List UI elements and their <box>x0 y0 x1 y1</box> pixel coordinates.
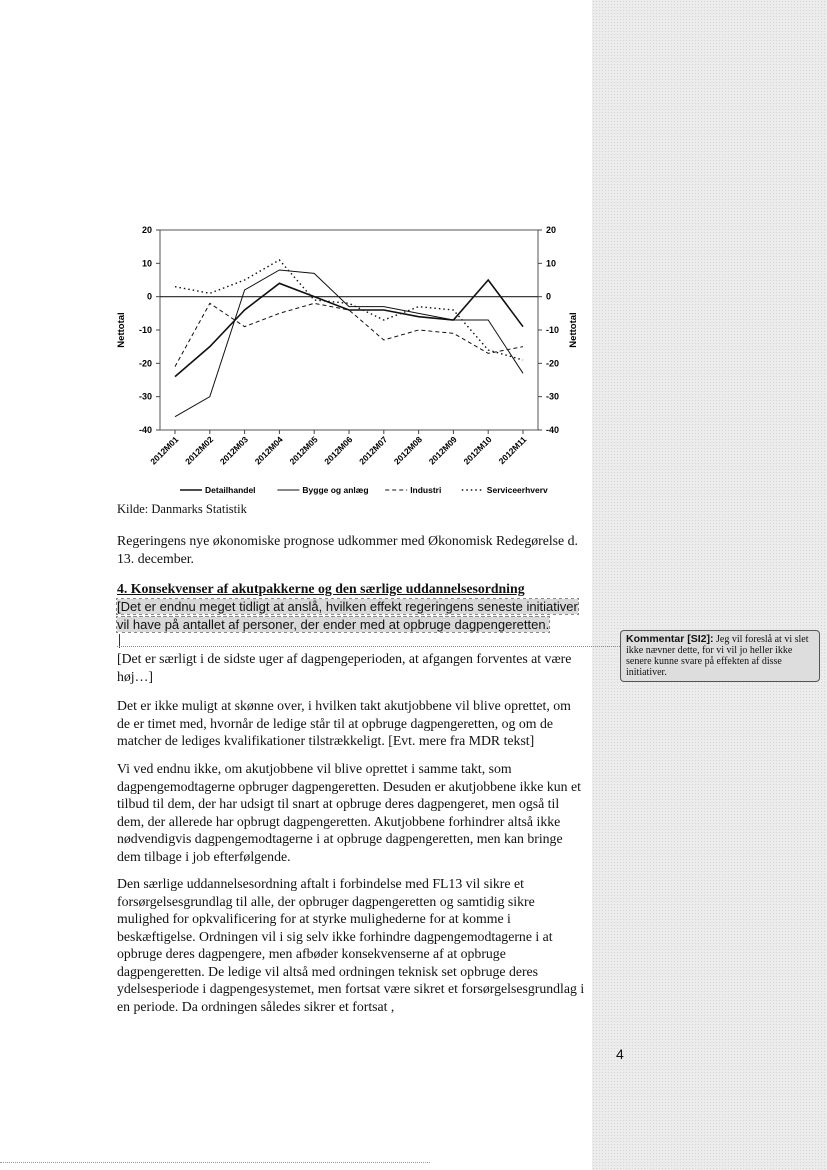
x-tick-label: 2012M06 <box>322 434 355 467</box>
y-axis-label-right: Nettotal <box>568 312 579 348</box>
legend-label: Bygge og anlæg <box>302 485 369 495</box>
bottom-rule <box>0 1162 430 1163</box>
paragraph-samme-takt: Vi ved endnu ikke, om akutjobbene vil blive oprettet i samme takt, som dagpengemodtagerne opbruger dagpengeretten. Desuden er akutjobbene ikke kun et tilbud til dem, der har udsigt til snart at opbruge deres dagpengeret, men også til dem, der allerede har opbrugt dagpengeretten. Akutjobbene forhindrer altså ikke nødvendigvis dagpengemodtagerne i at opbruge dagpengeretten, men kan bringe dem tilbage i job efterfølgende. <box>117 761 581 864</box>
series-line <box>175 280 523 377</box>
x-tick-label: 2012M10 <box>461 434 494 467</box>
x-tick-label: 2012M02 <box>183 434 216 467</box>
x-tick-label: 2012M08 <box>391 434 425 467</box>
x-tick-label: 2012M05 <box>287 434 320 467</box>
y-tick-label-left: 10 <box>141 258 152 269</box>
y-tick-label-left: -40 <box>138 425 152 435</box>
x-tick-label: 2012M01 <box>148 434 181 467</box>
y-tick-label-right: -10 <box>546 325 560 335</box>
y-tick-label-right: -40 <box>546 425 560 435</box>
line-chart <box>110 210 580 505</box>
y-tick-label-left: -20 <box>138 358 152 369</box>
y-tick-label-right: 0 <box>546 291 552 302</box>
y-axis-label-left: Nettotal <box>116 312 127 348</box>
comment-title: Kommentar [SI2]: <box>626 633 714 645</box>
x-tick-label: 2012M03 <box>217 434 251 467</box>
legend-label: Detailhandel <box>205 485 256 495</box>
y-tick-label-left: -10 <box>138 325 152 335</box>
chart-canvas <box>110 210 580 505</box>
x-tick-label: 2012M11 <box>496 434 529 467</box>
comment-margin <box>592 0 827 1170</box>
section-heading: 4. Konsekvenser af akutpakkerne og den særlige uddannelsesordning <box>117 581 525 596</box>
comment-balloon[interactable] <box>620 630 820 682</box>
y-tick-label-right: 10 <box>546 258 557 269</box>
y-tick-label-left: 0 <box>146 291 152 302</box>
y-tick-label-right: -30 <box>546 391 560 402</box>
y-tick-label-right: 20 <box>546 225 557 235</box>
y-tick-label-left: -30 <box>138 391 152 402</box>
legend-label: Serviceerhverv <box>486 485 548 495</box>
y-tick-label-left: 20 <box>141 225 152 235</box>
paragraph-prognose: Regeringens nye økonomiske prognose udkommer med Økonomisk Redegørelse d. 13. december. <box>117 533 578 566</box>
highlighted-passage[interactable] <box>117 598 587 633</box>
x-tick-label: 2012M09 <box>426 434 459 467</box>
comment-connector <box>117 646 622 647</box>
chart-source: Kilde: Danmarks Statistik <box>117 502 247 516</box>
y-tick-label-right: -20 <box>546 358 560 369</box>
paragraph-uddannelse: Den særlige uddannelsesordning aftalt i forbindelse med FL13 vil sikre et forsørgelsesgrundlag til alle, der opbruger dagpengeretten og samtidig sikre mulighed for opkvalificering for at styrke mulighederne for at komme i beskæftigelse. Ordningen vil i sig selv ikke forhindre dagpengemodtagerne i at opbruge deres dagpengere, men afbøder konsekvenserne af at opbruge dagpengeretten. De ledige vil altså med ordningen teknisk set opbruge deres ydelsesperiode i dagpengesystemet, men fortsat være sikret et forsørgelsesgrundlag i en periode. Da ordningen således sikrer et fortsat , <box>117 876 585 1014</box>
commented-text[interactable]: [Det er endnu meget tidligt at anslå, hvilken effekt regeringens seneste initiativer vil have på antallet af personer, der ender med at opbruge dagpengeretten. <box>117 599 578 632</box>
x-tick-label: 2012M07 <box>357 434 390 467</box>
page-number: 4 <box>616 1046 624 1062</box>
legend-label: Industri <box>410 485 442 495</box>
x-tick-label: 2012M04 <box>252 434 285 467</box>
comment-text: Jeg vil foreslå at vi slet ikke nævner dette, for vi vil jo heller ikke senere kunne svare på effekten af disse initiativer. <box>626 634 809 678</box>
plot-frame <box>160 230 538 430</box>
paragraph-saerligt: [Det er særligt i de sidste uger af dagpengeperioden, at afgangen forventes at være høj…] <box>117 651 572 684</box>
paragraph-akutjob: Det er ikke muligt at skønne over, i hvilken takt akutjobbene vil blive oprettet, om de er timet med, hvornår de ledige står til at opbruge dagpengeretten, og om de matcher de lediges kvalifikationer tilstrækkeligt. [Evt. mere fra MDR tekst] <box>117 698 571 748</box>
series-line <box>175 303 523 366</box>
